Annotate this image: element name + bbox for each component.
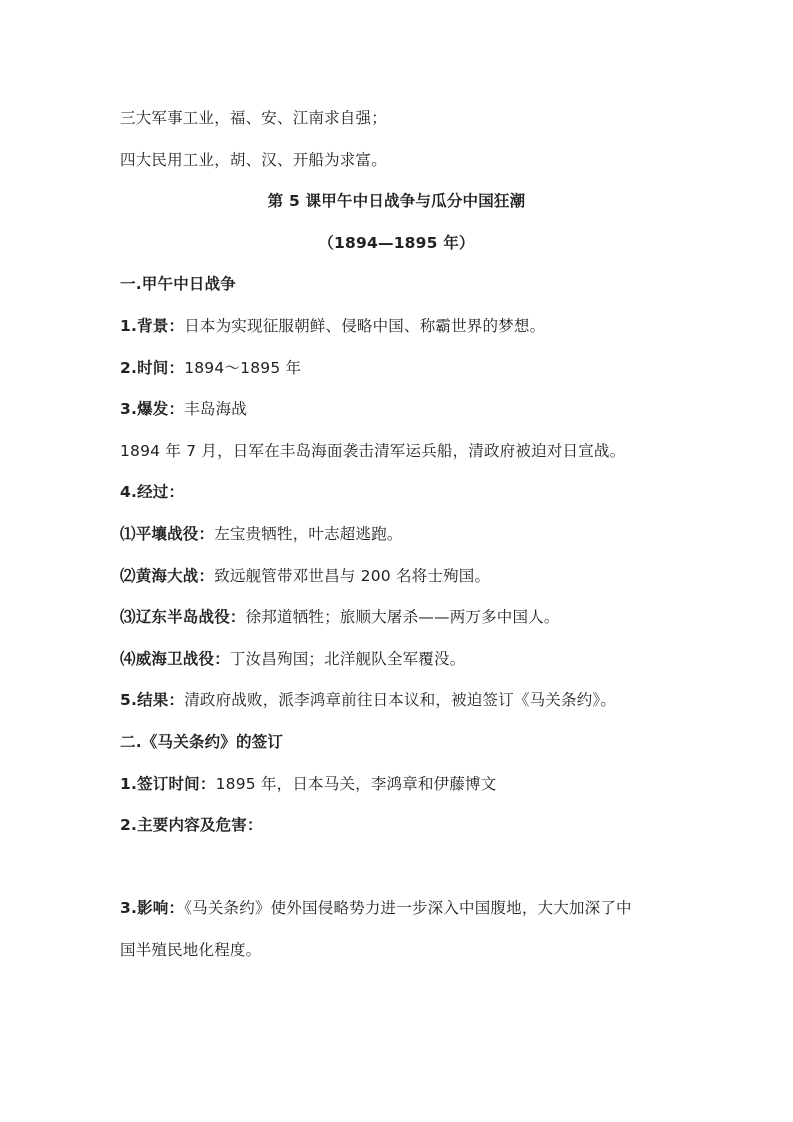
text: 丰岛海战	[184, 400, 247, 418]
label: 3.爆发：	[120, 400, 185, 418]
section-heading: 二.《马关条约》的签订	[120, 733, 284, 751]
lesson-subtitle: （1894—1895 年）	[318, 234, 475, 252]
signing-paragraph	[120, 774, 496, 794]
label: 5.结果：	[120, 691, 185, 709]
result-paragraph	[120, 690, 616, 710]
text-line: 三大军事工业，福、安、江南求自强；	[120, 109, 387, 127]
text-line: 国半殖民地化程度。	[120, 941, 262, 959]
text-line: 1894 年 7 月，日军在丰岛海面袭击清军运兵船，清政府被迫对日宣战。	[120, 442, 626, 460]
battle-item	[120, 524, 403, 544]
battle-item	[120, 649, 465, 669]
section-heading: 一.甲午中日战争	[120, 275, 236, 293]
text: 《马关条约》使外国侵略势力进一步深入中国腹地，大大加深了中	[184, 899, 632, 917]
text: 日本为实现征服朝鲜、侵略中国、称霸世界的梦想。	[184, 317, 546, 335]
text: 致远舰管带邓世昌与 200 名将士殉国。	[214, 567, 491, 585]
background-paragraph	[120, 316, 545, 336]
text: 1894～1895 年	[184, 359, 302, 377]
text: 1895 年，日本马关，李鸿章和伊藤博文	[215, 775, 497, 793]
lesson-title: 第 5 课甲午中日战争与瓜分中国狂潮	[267, 192, 526, 210]
label: 3.影响：	[120, 899, 185, 917]
outbreak-paragraph	[120, 399, 247, 419]
label: ⑴平壤战役：	[120, 525, 215, 543]
label: 1.签订时间：	[120, 775, 216, 793]
text: 清政府战败，派李鸿章前往日本议和，被迫签订《马关条约》。	[184, 691, 617, 709]
time-paragraph	[120, 358, 301, 378]
battle-item	[120, 566, 490, 586]
text: 左宝贵牺牲，叶志超逃跑。	[214, 525, 403, 543]
label: ⑵黄海大战：	[120, 567, 215, 585]
label: ⑶辽东半岛战役：	[120, 608, 246, 626]
text: 丁汝昌殉国；北洋舰队全军覆没。	[229, 650, 466, 668]
content-heading: 2.主要内容及危害：	[120, 816, 263, 834]
label: 1.背景：	[120, 317, 185, 335]
battle-item	[120, 607, 560, 627]
label: ⑷威海卫战役：	[120, 650, 230, 668]
impact-paragraph	[120, 898, 632, 918]
text: 徐邦道牺牲；旅顺大屠杀——两万多中国人。	[245, 608, 560, 626]
course-heading: 4.经过：	[120, 483, 185, 501]
label: 2.时间：	[120, 359, 185, 377]
text-line: 四大民用工业，胡、汉、开船为求富。	[120, 151, 387, 169]
